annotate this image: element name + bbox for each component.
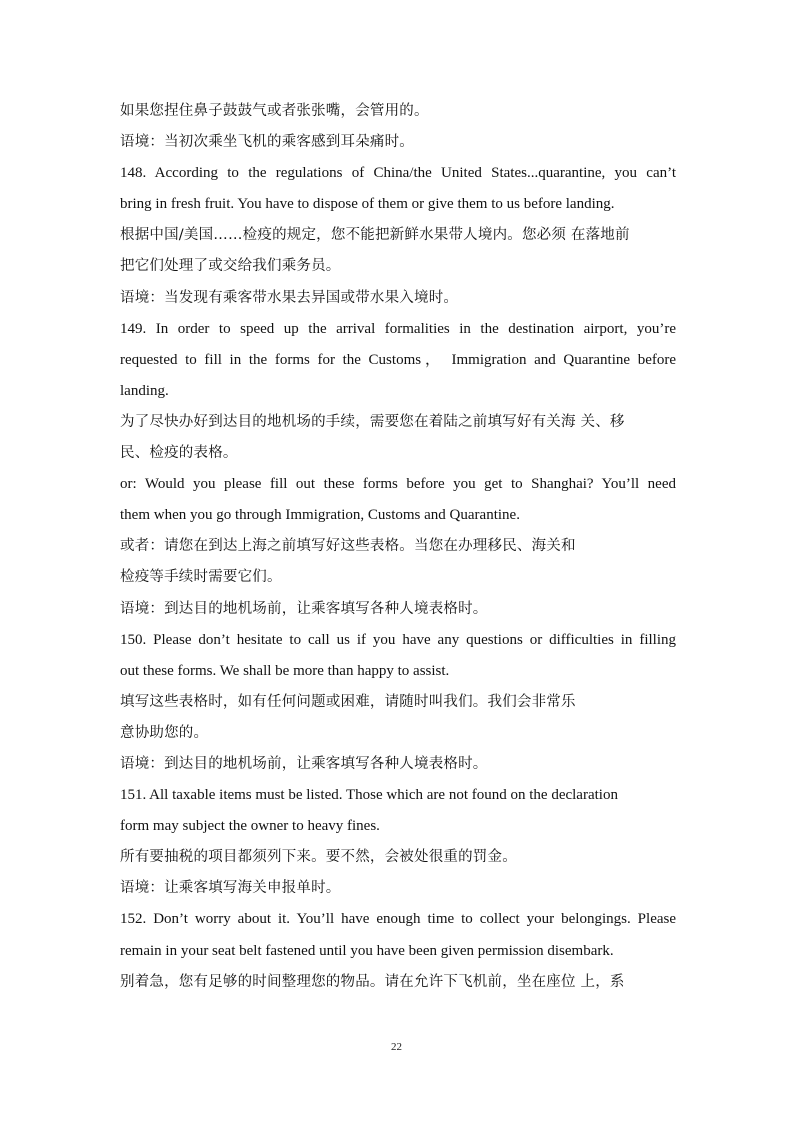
text-line: remain in your seat belt fastened until you have been given permission disembark.	[120, 942, 614, 959]
text-line: 检疫等手续时需要它们。	[120, 569, 282, 586]
text-line: 民、检疫的表格。	[120, 445, 238, 462]
text-line: 语境：让乘客填写海关申报单时。	[120, 880, 341, 897]
text-line: 语境：到达目的地机场前，让乘客填写各种人境表格时。	[120, 600, 488, 617]
text-line: 根据中国/美国……检疫的规定，您不能把新鲜水果带人境内。您必须 在落地前	[120, 227, 630, 244]
text-line: 把它们处理了或交给我们乘务员。	[120, 258, 341, 275]
text-line: 或者：请您在到达上海之前填写好这些表格。当您在办理移民、海关和	[120, 538, 576, 555]
page-number: 22	[391, 1041, 402, 1053]
body-text	[120, 96, 676, 998]
text-line: 如果您捏住鼻子鼓鼓气或者张张嘴，会管用的。	[120, 103, 429, 119]
text-line: 语境：到达目的地机场前，让乘客填写各种人境表格时。	[120, 755, 488, 772]
text-line: requested to fill in the forms for the Customs， Immigration and Quarantine before	[120, 351, 676, 368]
text-line: 148. According to the regulations of China/the United States...quarantine, you can’t	[120, 165, 676, 182]
text-line: 别着急，您有足够的时间整理您的物品。请在允许下飞机前，坐在座位 上，系	[120, 973, 625, 990]
text-line: 149. In order to speed up the arrival formalities in the destination airport, you’re	[120, 320, 676, 337]
text-line: 152. Don’t worry about it. You’ll have enough time to collect your belongings. Please	[120, 911, 676, 928]
text-line: form may subject the owner to heavy fines.	[120, 818, 380, 835]
text-line: out these forms. We shall be more than happy to assist.	[120, 662, 450, 679]
text-line: 填写这些表格时，如有任何问题或困难，请随时叫我们。我们会非常乐	[120, 693, 576, 710]
text-line: 意协助您的。	[120, 724, 209, 741]
text-line: them when you go through Immigration, Customs and Quarantine.	[120, 507, 520, 524]
text-line: 151. All taxable items must be listed. Those which are not found on the declaration	[120, 787, 618, 804]
text-line: 语境：当初次乘坐飞机的乘客感到耳朵痛时。	[120, 134, 414, 151]
text-line: landing.	[120, 382, 169, 399]
text-line: 所有要抽税的项目都须列下来。要不然，会被处很重的罚金。	[120, 849, 517, 866]
text-line: or: Would you please fill out these forms before you get to Shanghai? You’ll need	[120, 476, 676, 493]
text-line: 为了尽快办好到达目的地机场的手续，需要您在着陆之前填写好有关海 关、移	[120, 413, 625, 430]
text-line: bring in fresh fruit. You have to dispose of them or give them to us before landing.	[120, 196, 615, 213]
text-line: 150. Please don’t hesitate to call us if you have any questions or difficulties in filling	[120, 631, 676, 648]
text-line: 语境：当发现有乘客带水果去异国或带水果入境时。	[120, 289, 459, 306]
